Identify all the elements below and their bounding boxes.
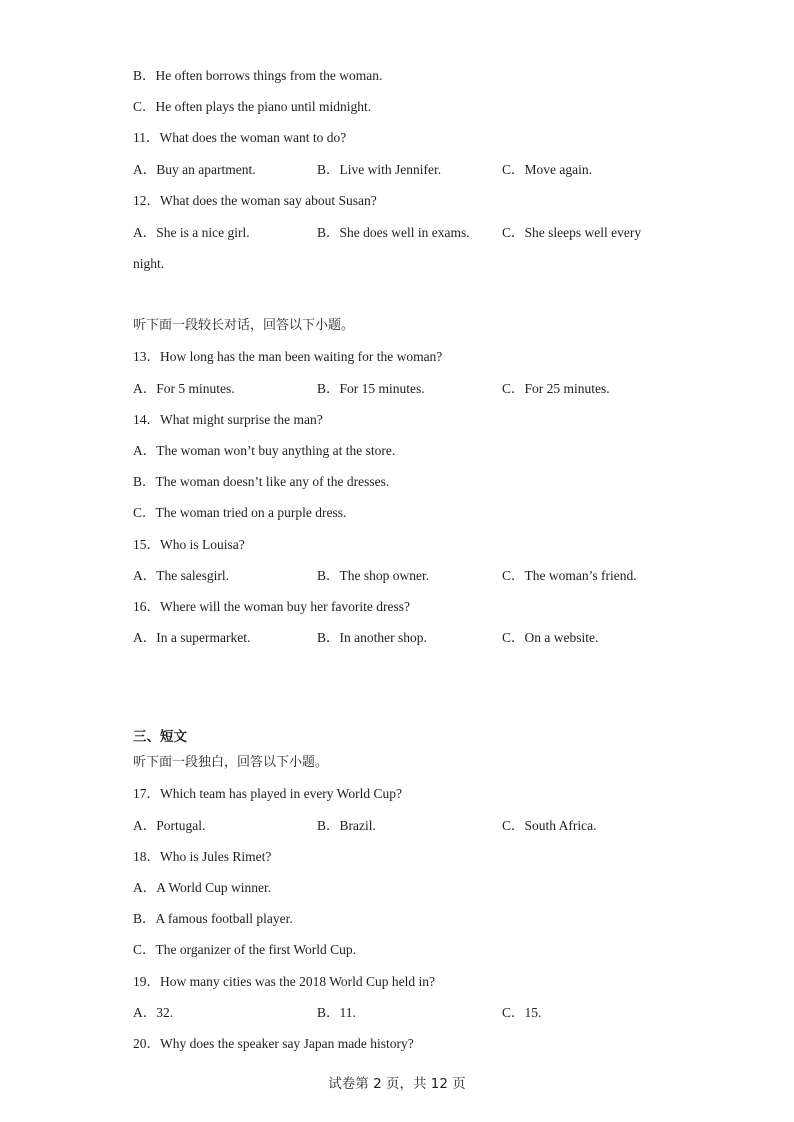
question-13: 13．How long has the man been waiting for the woman?: [133, 349, 443, 364]
option-19b: B．11.: [317, 1005, 356, 1020]
option-15b: B．The shop owner.: [317, 568, 430, 583]
option-15c: C．The woman’s friend.: [502, 568, 637, 583]
question-16: 16．Where will the woman buy her favorite dress?: [133, 599, 411, 614]
option-13a: A．For 5 minutes.: [133, 381, 235, 396]
option-12c-continued: night.: [133, 256, 165, 271]
section-heading-short-passage: 三、短文: [133, 729, 187, 745]
option-13b: B．For 15 minutes.: [317, 381, 425, 396]
question-14: 14．What might surprise the man?: [133, 412, 323, 427]
option-17c: C．South Africa.: [502, 818, 597, 833]
option-18c: C．The organizer of the first World Cup.: [133, 942, 356, 957]
option-17b: B．Brazil.: [317, 818, 376, 833]
question-11: 11．What does the woman want to do?: [133, 130, 347, 145]
question-20: 20．Why does the speaker say Japan made history?: [133, 1036, 414, 1051]
option-14b: B．The woman doesn’t like any of the dresses.: [133, 474, 390, 489]
question-12: 12．What does the woman say about Susan?: [133, 193, 377, 208]
option-12c: C．She sleeps well every: [502, 225, 642, 240]
option-10c: C．He often plays the piano until midnight.: [133, 99, 372, 114]
option-19a: A．32.: [133, 1005, 174, 1020]
option-11a: A．Buy an apartment.: [133, 162, 256, 177]
question-17: 17．Which team has played in every World Cup?: [133, 786, 402, 801]
option-12a: A．She is a nice girl.: [133, 225, 250, 240]
option-14c: C．The woman tried on a purple dress.: [133, 505, 347, 520]
option-15a: A．The salesgirl.: [133, 568, 229, 583]
instruction-monologue: 听下面一段独白，回答以下小题。: [133, 755, 329, 770]
question-15: 15．Who is Louisa?: [133, 537, 245, 552]
option-12b: B．She does well in exams.: [317, 225, 470, 240]
option-14a: A．The woman won’t buy anything at the store.: [133, 443, 396, 458]
option-10b: B．He often borrows things from the woman.: [133, 68, 383, 83]
option-11c: C．Move again.: [502, 162, 592, 177]
option-19c: C．15.: [502, 1005, 542, 1020]
option-18b: B．A famous football player.: [133, 911, 293, 926]
instruction-long-dialogue: 听下面一段较长对话，回答以下小题。: [133, 318, 355, 333]
question-19: 19．How many cities was the 2018 World Cup held in?: [133, 974, 435, 989]
option-16b: B．In another shop.: [317, 630, 427, 645]
option-18a: A．A World Cup winner.: [133, 880, 272, 895]
page-footer: 试卷第 2 页，共 12 页: [328, 1076, 466, 1092]
option-16c: C．On a website.: [502, 630, 599, 645]
option-13c: C．For 25 minutes.: [502, 381, 610, 396]
question-18: 18．Who is Jules Rimet?: [133, 849, 272, 864]
option-11b: B．Live with Jennifer.: [317, 162, 442, 177]
option-16a: A．In a supermarket.: [133, 630, 251, 645]
option-17a: A．Portugal.: [133, 818, 206, 833]
